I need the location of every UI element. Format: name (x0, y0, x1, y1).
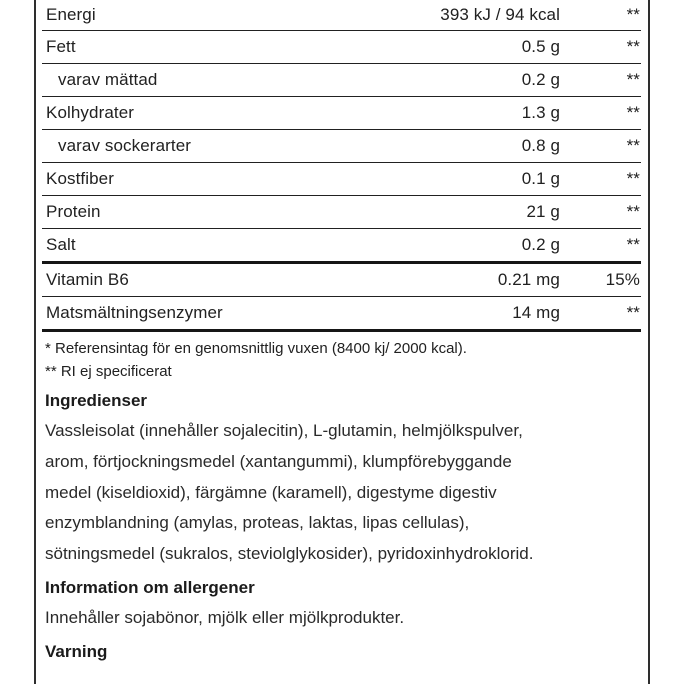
table-row-energi (42, 0, 641, 31)
row-value: 21 g (526, 202, 560, 221)
row-label: Matsmältningsenzymer (46, 303, 223, 322)
row-label: varav sockerarter (58, 136, 192, 155)
table-row-varav-mattad (42, 64, 641, 97)
row-label: Vitamin B6 (46, 270, 129, 289)
row-label: Fett (46, 37, 76, 56)
table-row-vitamin-b6 (42, 264, 641, 297)
table-row-varav-sockerarter (42, 130, 641, 163)
ingredients-heading: Ingredienser (45, 391, 148, 410)
row-label: Kolhydrater (46, 103, 135, 122)
table-row-protein (42, 196, 641, 229)
row-value: 0.8 g (521, 136, 560, 155)
row-value: 1.3 g (521, 103, 560, 122)
row-ri: 15% (605, 270, 640, 289)
row-ri: ** (626, 202, 640, 221)
ingredients-text-line: medel (kiseldioxid), färgämne (karamell), digestyme digestiv (45, 482, 497, 502)
footnote-reference-intake: * Referensintag för en genomsnittlig vuxen (8400 kj/ 2000 kcal). (45, 340, 467, 357)
warning-heading: Varning (45, 641, 108, 661)
row-ri: ** (626, 103, 640, 122)
row-ri: ** (626, 303, 640, 322)
ingredients-text (45, 416, 644, 570)
row-value: 0.2 g (521, 235, 560, 254)
nutrition-table (42, 0, 641, 332)
row-value: 0.1 g (521, 169, 560, 188)
table-row-kolhydrater (42, 97, 641, 130)
row-ri: ** (626, 235, 640, 254)
row-ri: ** (626, 136, 640, 155)
allergens-heading: Information om allergener (45, 577, 255, 597)
row-value: 393 kJ / 94 kcal (440, 5, 560, 24)
row-value: 0.5 g (521, 37, 560, 56)
row-value: 0.2 g (521, 70, 560, 89)
table-row-salt (42, 229, 641, 264)
footnotes (36, 332, 648, 383)
allergens-text (45, 603, 644, 634)
table-row-fett (42, 31, 641, 64)
allergens-text-line: Innehåller sojabönor, mjölk eller mjölkprodukter. (45, 607, 405, 627)
footnote-ri-not-specified: ** RI ej specificerat (45, 363, 172, 380)
table-row-matsmaltningsenzymer (42, 297, 641, 332)
row-ri: ** (626, 37, 640, 56)
row-ri: ** (626, 169, 640, 188)
row-value: 0.21 mg (497, 270, 560, 289)
ingredients-text-line: sötningsmedel (sukralos, steviolglykosider), pyridoxinhydroklorid. (45, 544, 534, 564)
row-ri: ** (626, 5, 640, 24)
row-label: Salt (46, 235, 76, 254)
row-label: Energi (46, 5, 96, 24)
row-label: Kostfiber (46, 169, 114, 188)
content-panel (34, 0, 650, 684)
ingredients-text-line: enzymblandning (amylas, proteas, laktas, lipas cellulas), (45, 513, 470, 533)
ingredients-text-line: arom, förtjockningsmedel (xantangummi), klumpförebyggande (45, 451, 512, 471)
row-label: Protein (46, 202, 101, 221)
row-ri: ** (626, 70, 640, 89)
row-label: varav mättad (58, 70, 158, 89)
row-value: 14 mg (512, 303, 560, 322)
table-row-kostfiber (42, 163, 641, 196)
ingredients-text-line: Vassleisolat (innehåller sojalecitin), L-glutamin, helmjölkspulver, (45, 421, 523, 440)
